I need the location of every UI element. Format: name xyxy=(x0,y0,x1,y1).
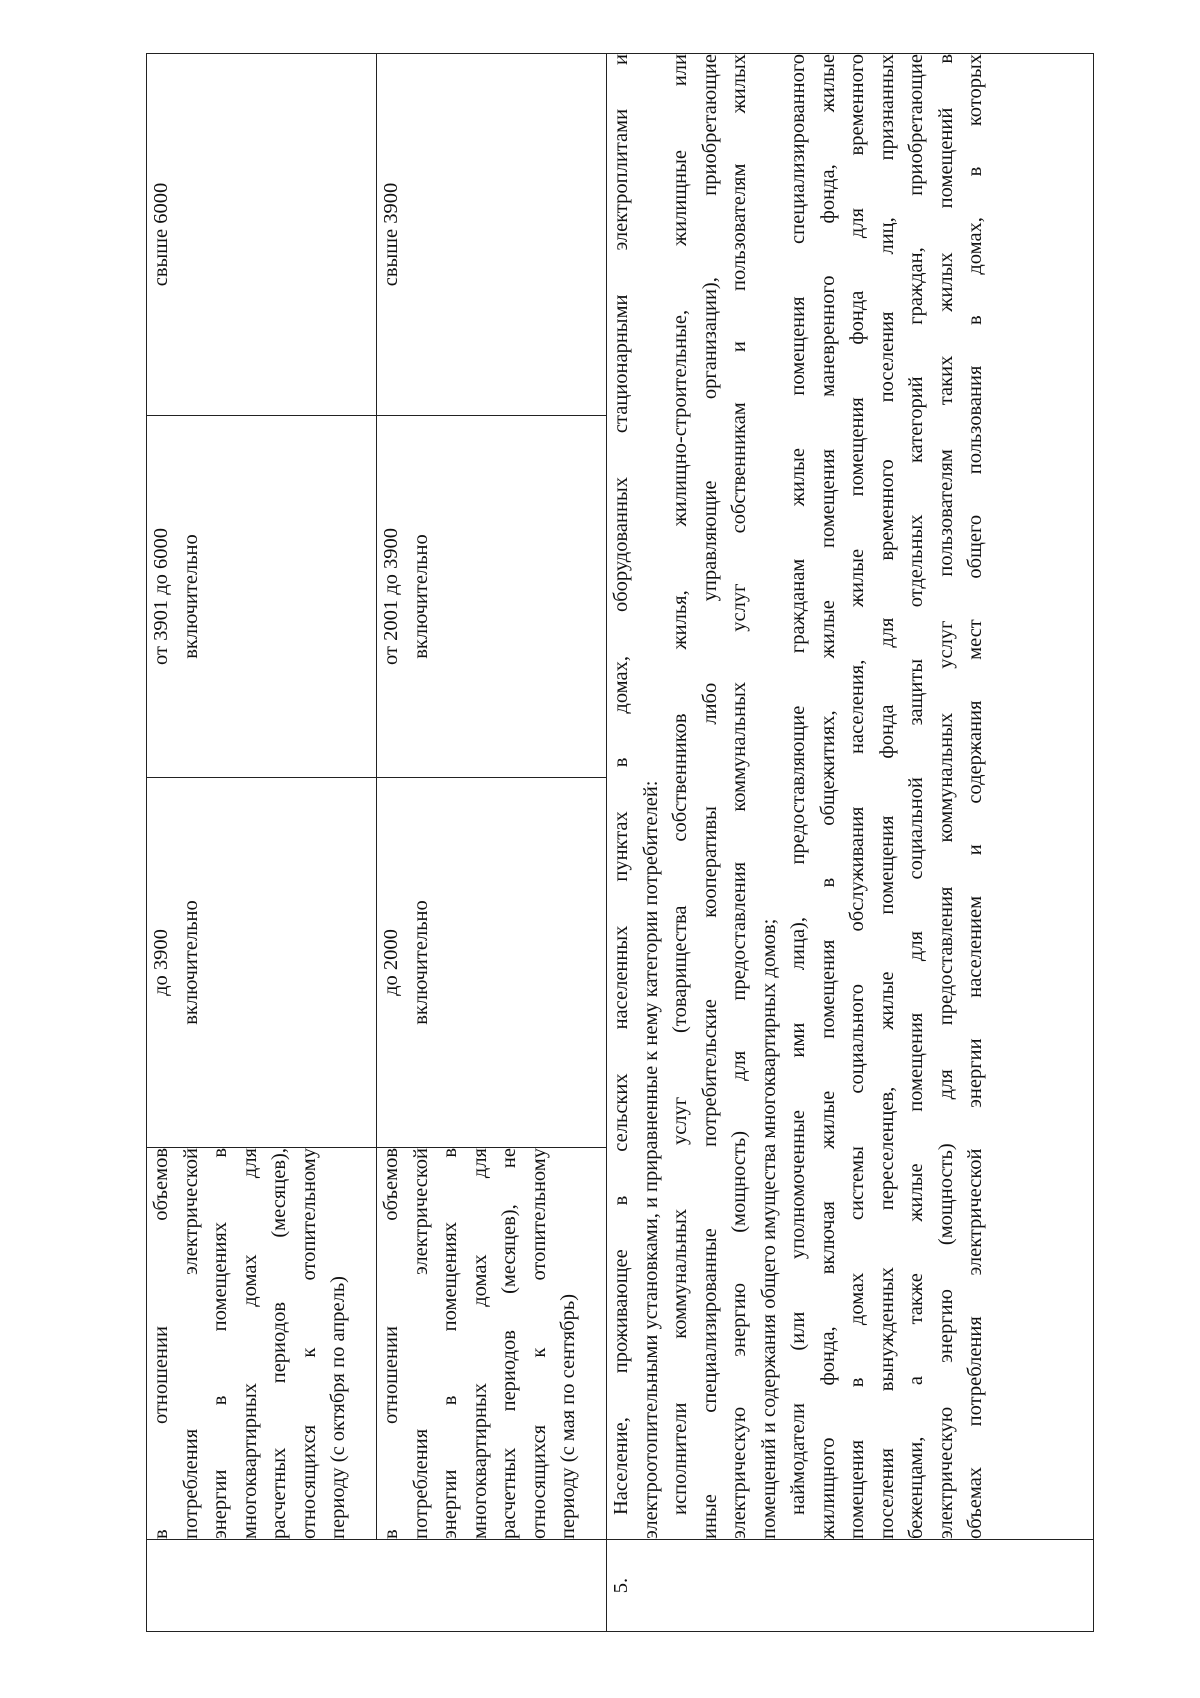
table-row xyxy=(377,54,607,1632)
range-cell-mid xyxy=(147,416,377,778)
table-row xyxy=(607,54,1094,1632)
description-line: расчетных периодов (месяцев), xyxy=(268,1148,290,1539)
description-line: многоквартирных домах для xyxy=(468,1148,491,1539)
paragraph-line: помещения в домах системы социального обслуживания населения, жилые помещения фонда для временного xyxy=(846,54,868,1539)
range-value: от 2001 до 3900 включительно xyxy=(380,528,432,665)
paragraph-line: электрическую энергию (мощность) для предоставления коммунальных услуг собственникам и пользователям жилых xyxy=(728,54,750,1539)
row-number-cell xyxy=(147,1540,607,1632)
description-line: потребления электрической xyxy=(409,1148,432,1539)
paragraph-line: поселения вынужденных переселенцев, жилые помещения фонда для временного поселения лиц, признанных xyxy=(875,54,898,1539)
paragraph-line: электрическую энергию (мощность) для предоставления коммунальных услуг пользователям таких жилых помещений в xyxy=(934,54,957,1539)
description-line: потребления электрической xyxy=(179,1148,202,1539)
range-value: до 2000 включительно xyxy=(380,900,432,1025)
description-line: многоквартирных домах для xyxy=(238,1148,261,1539)
paragraph-line: беженцами, а также жилые помещения для социальной защиты отдельных категорий граждан, приобретающие xyxy=(905,54,927,1539)
description-cell xyxy=(147,1148,377,1540)
row-number: 5. xyxy=(610,1577,632,1594)
paragraph-line: Население, проживающее в сельских населенных пунктах в домах, оборудованных стационарными электроплитами и xyxy=(610,54,632,1515)
description-line: периоду (с октября по апрель) xyxy=(327,1276,349,1539)
range-cell-mid xyxy=(377,416,607,778)
range-value: от 3901 до 6000 включительно xyxy=(150,528,202,665)
paragraph-line: электроотопительными установками, и приравненные к нему категории потребителей: xyxy=(639,780,662,1539)
description-line: расчетных периодов (месяцев), не xyxy=(498,1148,520,1539)
description-line: в отношении объемов xyxy=(380,1148,402,1539)
range-cell-low xyxy=(377,778,607,1148)
range-value: до 3900 включительно xyxy=(150,900,202,1025)
description-line: энергии в помещениях в xyxy=(439,1148,461,1539)
description-line: в отношении объемов xyxy=(150,1148,172,1539)
table-row xyxy=(147,54,377,1632)
range-cell-high xyxy=(377,54,607,416)
tariff-table xyxy=(146,53,1094,1632)
description-line: относящихся к отопительному xyxy=(297,1148,320,1539)
paragraph-line: наймодатели (или уполномоченные ими лица), предоставляющие гражданам жилые помещения специализированного xyxy=(787,54,809,1515)
range-value: свыше 6000 xyxy=(150,182,172,287)
paragraph-line: жилищного фонда, включая жилые помещения в общежитиях, жилые помещения маневренного фонда, жилые xyxy=(816,54,839,1539)
paragraph-line: объемах потребления электрической энергии населением и содержания мест общего пользования в домах, в которых xyxy=(964,54,986,1539)
category-text-cell xyxy=(607,54,1094,1540)
rotated-table-page xyxy=(146,54,1094,1632)
description-cell xyxy=(377,1148,607,1540)
range-cell-low xyxy=(147,778,377,1148)
range-cell-high xyxy=(147,54,377,416)
paragraph-line: иные специализированные потребительские кооперативы либо управляющие организации), приобретающие xyxy=(698,54,721,1539)
range-value: свыше 3900 xyxy=(380,182,402,287)
paragraph-line: помещений и содержания общего имущества многоквартирных домов; xyxy=(757,918,780,1539)
description-line: относящихся к отопительному xyxy=(527,1148,550,1539)
row-number-cell xyxy=(607,1540,1094,1632)
paragraph-line: исполнители коммунальных услуг (товарищества собственников жилья, жилищно-строительные, жилищные или xyxy=(669,54,691,1515)
description-line: энергии в помещениях в xyxy=(209,1148,231,1539)
description-line: периоду (с мая по сентябрь) xyxy=(557,1293,579,1539)
